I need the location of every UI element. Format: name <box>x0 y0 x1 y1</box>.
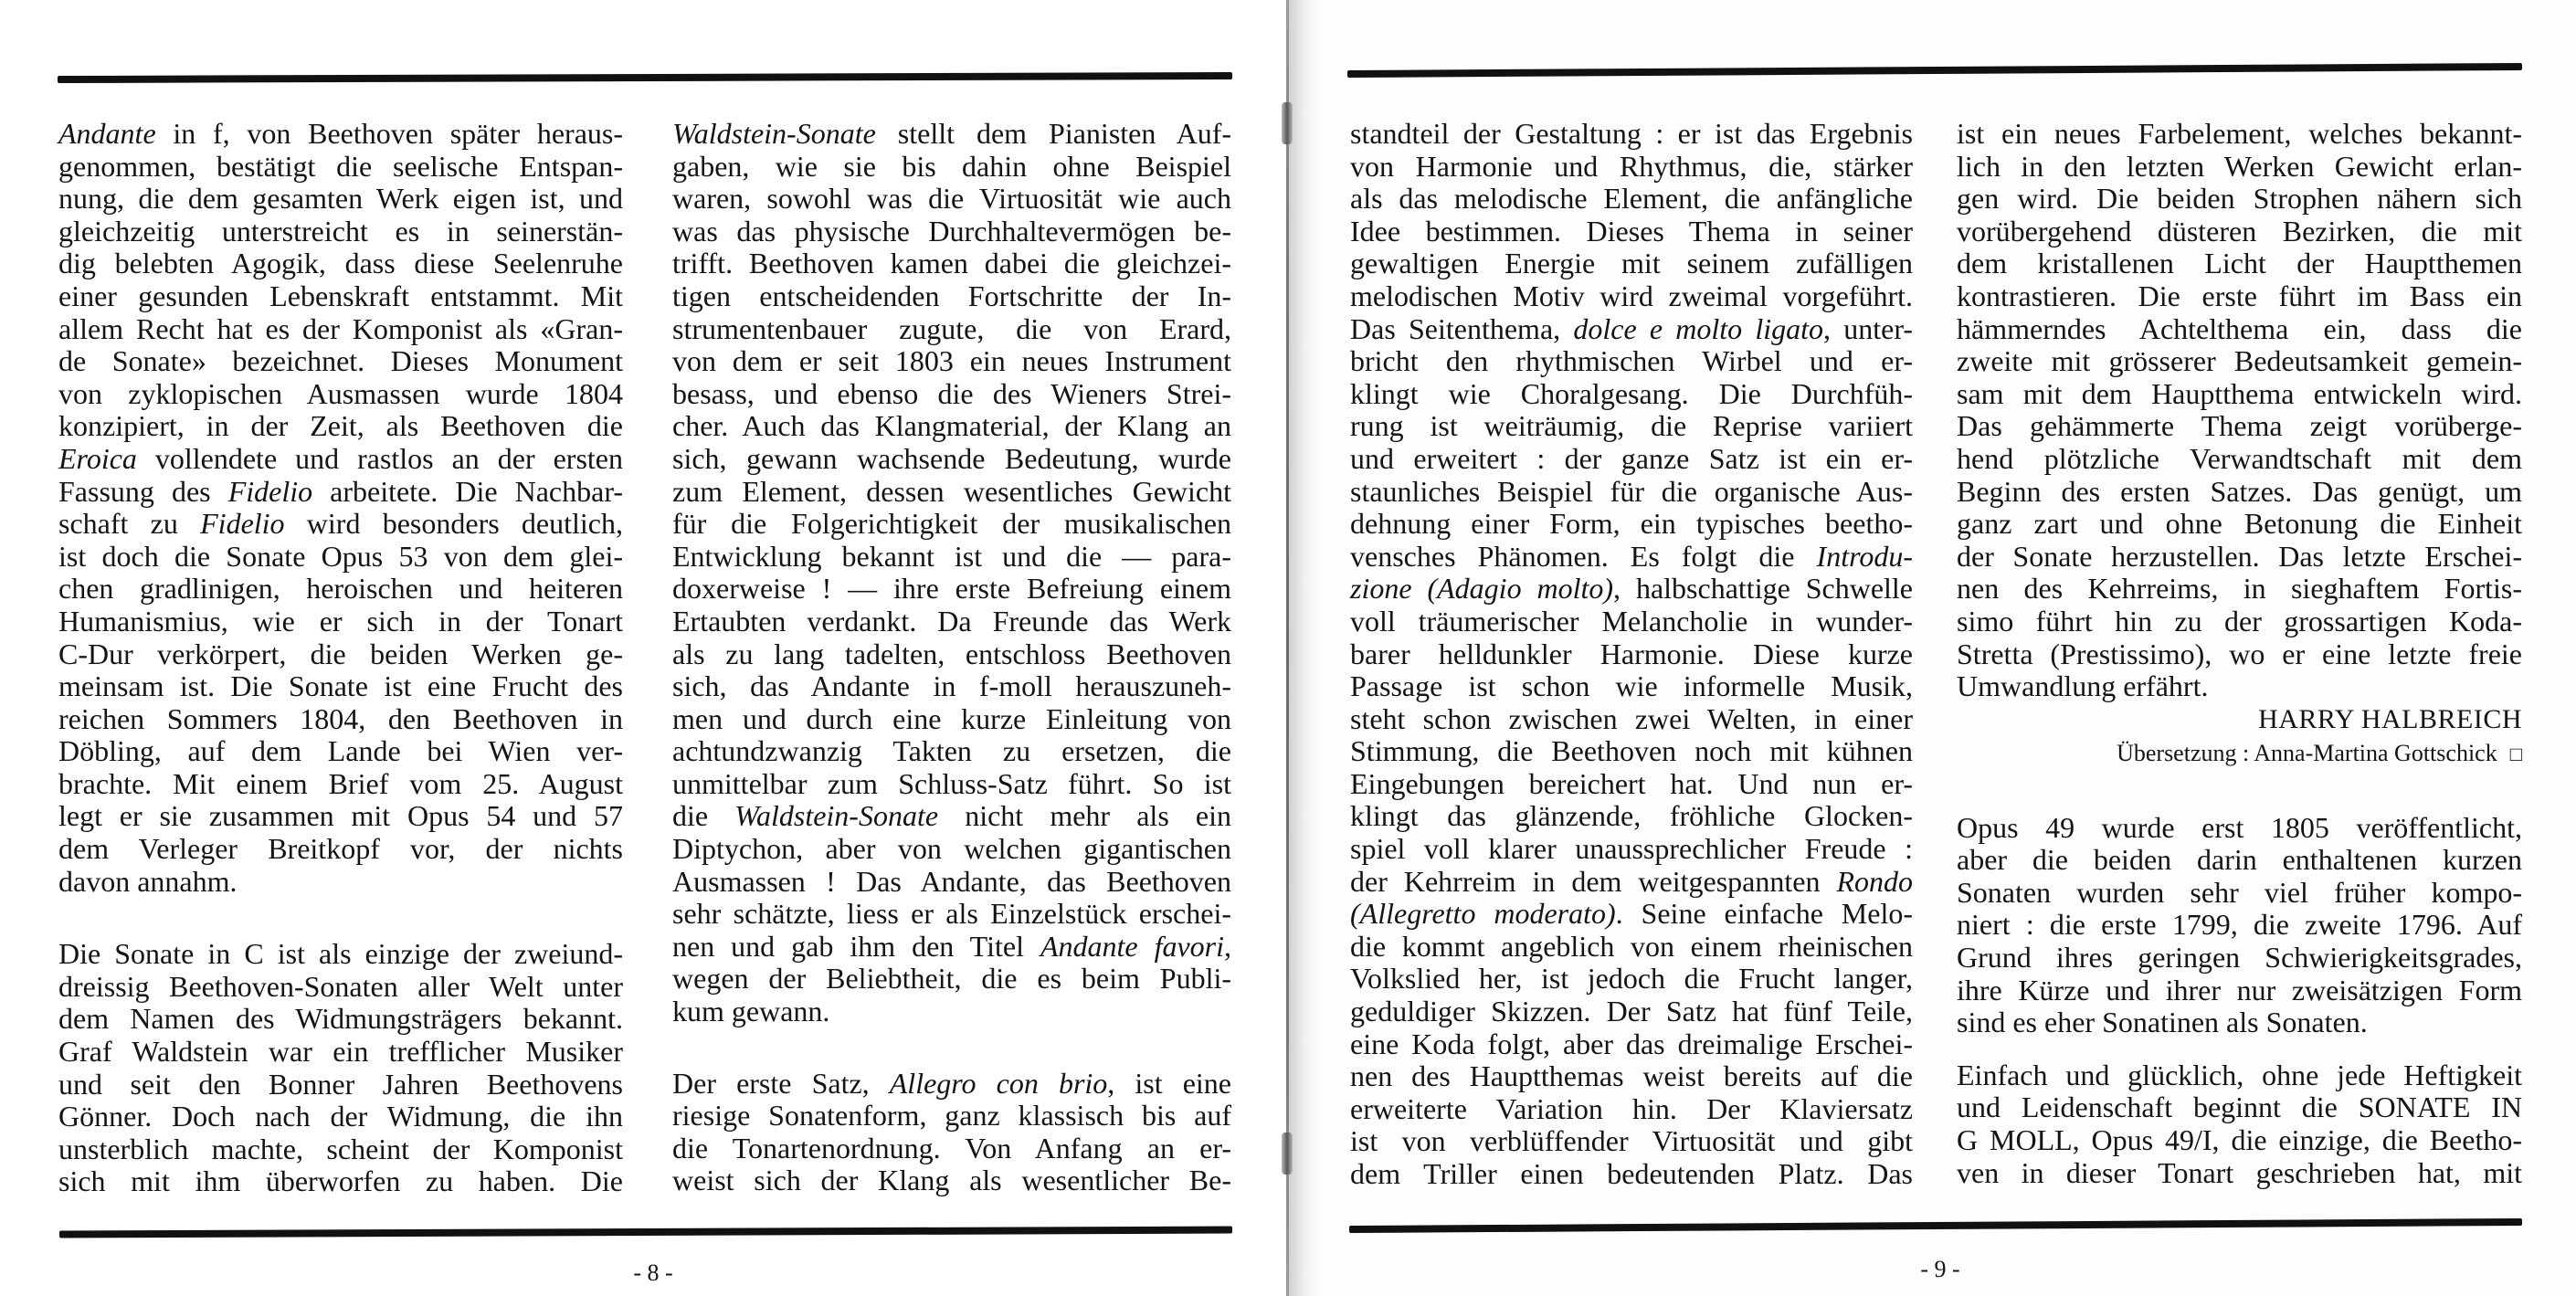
text-run: Beginn des ersten Satzes. Das genügt, um <box>1957 474 2522 508</box>
page-8-column-2 <box>672 118 1231 1197</box>
text-run: bricht den rhythmischen Wirbel und er- <box>1350 344 1913 378</box>
text-line <box>672 248 1231 280</box>
text-run: dem Verleger Breitkopf vor, der nichts <box>58 832 623 866</box>
text-line <box>58 1069 623 1101</box>
text-line <box>1350 216 1913 248</box>
text-line <box>58 866 623 899</box>
italic-term: Introdu- <box>1816 539 1913 573</box>
text-line <box>58 410 623 443</box>
text-line <box>1350 345 1913 378</box>
text-line <box>1350 508 1913 541</box>
text-line <box>1350 963 1913 996</box>
text-run: standteil der Gestaltung : er ist das Ergebnis <box>1350 117 1913 150</box>
text-line <box>58 183 623 216</box>
text-line <box>1350 800 1913 833</box>
text-line <box>1957 1157 2522 1190</box>
text-line <box>58 670 623 703</box>
text-line <box>1350 898 1913 931</box>
text-run: ist ein neues Farbelement, welches bekannt- <box>1957 117 2522 150</box>
text-line <box>1957 280 2522 313</box>
italic-term: Andante favori <box>1040 929 1225 963</box>
text-run: die Tonartenordnung. Von Anfang an er- <box>672 1131 1231 1164</box>
italic-term: Andante <box>58 117 156 150</box>
page-9-column-1 <box>1350 118 1913 1191</box>
text-run: zweite mit grösserer Bedeutsamkeit gemein- <box>1957 344 2522 378</box>
text-run: legt er sie zusammen mit Opus 54 und 57 <box>58 799 623 833</box>
text-line <box>1957 248 2522 280</box>
text-run: barer helldunkler Harmonie. Diese kurze <box>1350 637 1913 670</box>
text-line <box>672 1068 1231 1101</box>
text-run: lich in den letzten Werken Gewicht erlan- <box>1957 149 2522 183</box>
italic-term: Waldstein-Sonate <box>672 117 876 150</box>
text-line <box>672 703 1231 736</box>
text-run: Gönner. Doch nach der Widmung, die ihn <box>58 1100 623 1133</box>
text-line <box>1957 1006 2522 1039</box>
text-line <box>672 931 1231 964</box>
text-run: kum gewann. <box>672 995 830 1028</box>
text-run: , ist eine <box>1107 1066 1231 1100</box>
translator-text: Übersetzung : Anna-Martina Gottschick <box>2117 739 2497 766</box>
text-run: G MOLL, Opus 49/I, die einzige, die Beetho- <box>1957 1123 2522 1157</box>
text-run: wird besonders deutlich, <box>284 507 624 541</box>
text-line <box>1350 931 1913 964</box>
text-line <box>1957 877 2522 910</box>
italic-term: Fidelio <box>227 474 313 508</box>
text-run: und erweitert : der ganze Satz ist ein er- <box>1350 441 1913 475</box>
text-run: gen wird. Die beiden Strophen nähern sich <box>1957 182 2522 216</box>
text-line <box>1350 670 1913 703</box>
italic-term: Eroica <box>58 441 137 475</box>
text-run: Grund ihres geringen Schwierigkeitsgrades, <box>1957 941 2522 975</box>
text-line <box>58 345 623 378</box>
text-line <box>1957 1124 2522 1157</box>
text-line <box>58 118 623 151</box>
text-line <box>58 1133 623 1166</box>
text-line <box>672 996 1231 1028</box>
text-run: davon annahm. <box>58 864 238 898</box>
text-line <box>672 410 1231 443</box>
text-run: staunliches Beispiel für die organische Aus- <box>1350 474 1913 508</box>
staple-top <box>1282 102 1293 144</box>
text-run: riesige Sonatenform, ganz klassisch bis auf <box>672 1099 1231 1133</box>
italic-term: zione (Adagio molto) <box>1350 572 1614 606</box>
text-line <box>672 963 1231 996</box>
staple-bottom <box>1282 1133 1293 1175</box>
text-run: sehr schätzte, liess er als Einzelstück erschei- <box>672 897 1231 931</box>
text-run: erweiterte Variation hin. Der Klaviersatz <box>1350 1091 1913 1125</box>
text-run: weist sich der Klang als wesentlicher Be- <box>672 1164 1231 1197</box>
paragraph <box>672 1068 1231 1197</box>
text-line <box>58 508 623 541</box>
text-line <box>1957 410 2522 443</box>
text-run: sam mit dem Hauptthema entwickeln wird. <box>1957 376 2522 410</box>
text-run: gleichzeitig unterstreicht es in seinerstän- <box>58 214 623 248</box>
paragraph <box>1957 118 2522 703</box>
italic-term: Rondo <box>1836 864 1913 898</box>
paragraph <box>1350 118 1913 1191</box>
text-run: wegen der Beliebtheit, die es beim Publi- <box>672 962 1231 996</box>
text-line <box>58 378 623 411</box>
text-run: trifft. Beethoven kamen dabei die gleichzei- <box>672 247 1231 280</box>
text-line <box>1350 703 1913 736</box>
text-run: Umwandlung erfährt. <box>1957 669 2209 703</box>
italic-term: Waldstein-Sonate <box>734 799 939 833</box>
text-run: klingt das glänzende, fröhliche Glocken- <box>1350 799 1913 833</box>
text-run: einer gesunden Lebenskraft entstammt. Mit <box>58 279 623 312</box>
text-line <box>672 833 1231 866</box>
italic-term: Fidelio <box>200 507 285 541</box>
text-line <box>1957 476 2522 509</box>
text-run: Stretta (Prestissimo), wo er eine letzte freie <box>1957 637 2522 670</box>
text-run: Volkslied her, ist jedoch die Frucht langer, <box>1350 962 1913 996</box>
text-run: genommen, bestätigt die seelische Entspan- <box>58 149 623 183</box>
text-run: dreissig Beethoven-Sonaten aller Welt unter <box>58 969 623 1003</box>
text-run: Das gehämmerte Thema zeigt vorüberge- <box>1957 409 2522 443</box>
text-line <box>1957 508 2522 541</box>
text-run: aber die beiden darin enthaltenen kurzen <box>1957 843 2522 877</box>
text-run: Fassung des <box>58 474 228 508</box>
text-line <box>1957 1059 2522 1092</box>
text-line <box>1957 812 2522 845</box>
text-run: und Leidenschaft beginnt die SONATE IN <box>1957 1091 2522 1124</box>
text-line <box>1350 541 1913 574</box>
author-signature: HARRY HALBREICH <box>2258 703 2522 734</box>
translator-credit <box>1957 736 2522 770</box>
text-run: reichen Sommers 1804, den Beethoven in <box>58 701 623 735</box>
text-run: Idee bestimmen. Dieses Thema in seiner <box>1350 214 1913 248</box>
text-line <box>1350 606 1913 638</box>
text-line <box>58 573 623 606</box>
paragraph <box>672 118 1231 1028</box>
text-line <box>1957 378 2522 411</box>
text-run: als zu lang tadelten, entschloss Beethoven <box>672 637 1231 670</box>
text-line <box>58 735 623 768</box>
text-line <box>1350 638 1913 671</box>
text-run: Die Sonate in C ist als einzige der zweiund- <box>58 937 623 971</box>
text-run: dem kristallenen Licht der Hauptthemen <box>1957 247 2522 280</box>
text-line <box>1350 183 1913 216</box>
end-of-article-square-icon: □ <box>2509 742 2522 765</box>
text-run: unsterblich machte, scheint der Komponist <box>58 1132 623 1165</box>
text-run: voll träumerischer Melancholie in wunder- <box>1350 604 1913 637</box>
text-line <box>1957 118 2522 151</box>
text-run: ihre Kürze und ihrer nur zweisätzigen Form <box>1957 973 2522 1006</box>
text-run: klingt wie Choralgesang. Die Durchfüh- <box>1350 376 1913 410</box>
text-run: simo führt hin zu der grossartigen Koda- <box>1957 604 2522 637</box>
text-line <box>1957 443 2522 476</box>
text-run: Ertaubten verdankt. Da Freunde das Werk <box>672 604 1231 637</box>
text-run: ven in dieser Tonart geschrieben hat, mit <box>1957 1155 2522 1189</box>
text-line <box>58 443 623 476</box>
text-line <box>1957 606 2522 638</box>
text-run: zum Element, dessen wesentliches Gewicht <box>672 474 1231 508</box>
text-run: , unter- <box>1823 311 1914 345</box>
text-line <box>672 1100 1231 1133</box>
text-line <box>58 313 623 346</box>
text-line <box>672 866 1231 899</box>
text-run: von Harmonie und Rhythmus, die, stärker <box>1350 149 1913 183</box>
text-line <box>1350 1125 1913 1158</box>
text-run: arbeitete. Die Nachbar- <box>312 474 624 508</box>
text-line <box>672 476 1231 509</box>
text-line <box>672 443 1231 476</box>
text-line <box>1350 118 1913 151</box>
text-run: hämmerndes Achtelthema ein, dass die <box>1957 311 2522 345</box>
text-line <box>1957 670 2522 703</box>
text-line <box>1350 1060 1913 1093</box>
text-run: die <box>672 799 735 833</box>
text-line <box>1957 942 2522 975</box>
text-line <box>1957 216 2522 248</box>
text-run: meinsam ist. Die Sonate ist eine Frucht des <box>58 669 623 703</box>
text-run: der Sonate herzustellen. Das letzte Erschei- <box>1957 539 2522 573</box>
text-run: ganz zart und ohne Betonung die Einheit <box>1957 507 2522 541</box>
text-line <box>1350 151 1913 184</box>
text-run: dem Namen des Widmungsträgers bekannt. <box>58 1002 623 1036</box>
text-run: Das Seitenthema, <box>1350 311 1574 345</box>
text-run: von zyklopischen Ausmassen wurde 1804 <box>58 376 623 410</box>
text-run: sind es eher Sonatinen als Sonaten. <box>1957 1006 2368 1039</box>
text-run: Döbling, auf dem Lande bei Wien ver- <box>58 734 623 768</box>
text-run: Sonaten wurden sehr viel früher kompo- <box>1957 875 2522 909</box>
text-run: niert : die erste 1799, die zweite 1796. Auf <box>1957 908 2522 942</box>
text-line <box>58 1036 623 1069</box>
page-9-column-2 <box>1957 118 2522 1189</box>
text-line <box>1350 1093 1913 1126</box>
text-line <box>58 151 623 184</box>
text-run: Passage ist schon wie informelle Musik, <box>1350 669 1913 703</box>
text-run: sich, gewann wachsende Bedeutung, wurde <box>672 441 1231 475</box>
text-line <box>672 1133 1231 1165</box>
italic-term: (Allegretto moderato) <box>1350 897 1616 931</box>
italic-term: Allegro con brio <box>889 1066 1108 1100</box>
text-run: Einfach und glücklich, ohne jede Heftigkeit <box>1957 1058 2522 1091</box>
text-line <box>672 606 1231 638</box>
text-line <box>672 735 1231 768</box>
text-run: vollendete und rastlos an der ersten <box>136 441 623 475</box>
text-line <box>58 638 623 671</box>
paragraph <box>1957 1059 2522 1189</box>
text-line <box>672 768 1231 801</box>
text-run: Graf Waldstein war ein trefflicher Musiker <box>58 1035 623 1069</box>
text-run: gaben, wie sie bis dahin ohne Beispiel <box>672 149 1231 183</box>
text-run: strumentenbauer zugute, die von Erard, <box>672 311 1231 345</box>
text-run: brachte. Mit einem Brief vom 25. August <box>58 766 623 800</box>
page-number-9: - 9 - <box>1920 1256 1960 1282</box>
text-run: nen des Kehrreims, in sieghaftem Fortis- <box>1957 572 2522 606</box>
text-line <box>672 573 1231 606</box>
text-run: allem Recht hat es der Komponist als «Gran- <box>58 311 623 345</box>
text-line <box>58 971 623 1004</box>
text-line <box>1350 313 1913 346</box>
italic-term: dolce e molto ligato <box>1573 311 1824 345</box>
text-run: Stimmung, die Beethoven noch mit kühnen <box>1350 734 1913 768</box>
text-line <box>58 1003 623 1036</box>
text-line <box>672 378 1231 411</box>
paragraph <box>1957 812 2522 1039</box>
text-run: melodischen Motiv wird zweimal vorgeführt. <box>1350 279 1913 312</box>
text-line <box>1350 476 1913 509</box>
text-line <box>672 1164 1231 1197</box>
paragraph <box>58 118 623 898</box>
text-run: chen gradlinigen, heroischen und heiteren <box>58 572 623 606</box>
text-run: steht schon zwischen zwei Welten, in einer <box>1350 701 1913 735</box>
text-run: nen und gab ihm den Titel <box>672 929 1040 963</box>
text-run: waren, sowohl was die Virtuosität wie auch <box>672 182 1231 216</box>
text-run: achtundzwanzig Takten zu ersetzen, die <box>672 734 1231 768</box>
text-line <box>1957 1091 2522 1124</box>
text-run: , halbschattige Schwelle <box>1613 572 1913 606</box>
text-line <box>58 1165 623 1198</box>
text-line <box>672 670 1231 703</box>
text-run: vorübergehend düsteren Bezirken, die mit <box>1957 214 2522 248</box>
text-line <box>672 541 1231 574</box>
text-run: cher. Auch das Klangmaterial, der Klang an <box>672 409 1231 443</box>
text-run: ist von verblüffender Virtuosität und gibt <box>1350 1124 1913 1158</box>
text-line <box>1350 735 1913 768</box>
text-run: der Kehrreim in dem weitgespannten <box>1350 864 1837 898</box>
text-line <box>1350 768 1913 801</box>
text-run: men und durch eine kurze Einleitung von <box>672 701 1231 735</box>
paragraph <box>58 938 623 1198</box>
text-line <box>1957 573 2522 606</box>
text-run: . Seine einfache Melo- <box>1615 897 1914 931</box>
text-line <box>672 151 1231 184</box>
text-line <box>1957 345 2522 378</box>
text-run: gewaltigen Energie mit seinem zufälligen <box>1350 247 1913 280</box>
text-run: hend plötzliche Verwandtschaft mit dem <box>1957 441 2522 475</box>
text-run: konzipiert, in der Zeit, als Beethoven die <box>58 409 623 443</box>
text-line <box>1957 313 2522 346</box>
page-8-column-1 <box>58 118 623 1198</box>
text-line <box>1957 541 2522 574</box>
text-line <box>1350 573 1913 606</box>
text-line <box>672 313 1231 346</box>
text-run: sich, das Andante in f-moll herauszuneh- <box>672 669 1231 703</box>
text-run: tigen entscheidenden Fortschritte der In- <box>672 279 1231 312</box>
text-line <box>1350 996 1913 1028</box>
text-run: und seit den Bonner Jahren Beethovens <box>58 1067 623 1101</box>
text-run: sich mit ihm überworfen zu haben. Die <box>58 1164 623 1198</box>
text-run: de Sonate» bezeichnet. Dieses Monument <box>58 344 623 378</box>
text-line <box>672 638 1231 671</box>
text-line <box>58 768 623 801</box>
text-run: ist doch die Sonate Opus 53 von dem glei- <box>58 539 623 573</box>
text-run: Diptychon, aber von welchen gigantischen <box>672 832 1231 866</box>
page-number-8: - 8 - <box>633 1259 673 1286</box>
text-line <box>1350 1028 1913 1061</box>
text-run: Humanismius, wie er sich in der Tonart <box>58 604 623 637</box>
text-line <box>58 703 623 736</box>
text-run: nen des Hauptthemas weist bereits auf die <box>1350 1059 1913 1093</box>
text-run: eine Koda folgt, aber das dreimalige Erschei- <box>1350 1027 1913 1060</box>
text-run: rung ist weiträumig, die Reprise variiert <box>1350 409 1913 443</box>
text-run: dehnung einer Form, ein typisches beetho- <box>1350 507 1913 541</box>
text-line <box>672 508 1231 541</box>
text-run: kontrastieren. Die erste führt im Bass ein <box>1957 279 2522 312</box>
text-run: unmittelbar zum Schluss-Satz führt. So ist <box>672 766 1231 800</box>
text-run: besass, und ebenso die des Wieners Strei- <box>672 376 1231 410</box>
text-line <box>58 476 623 509</box>
text-run: Der erste Satz, <box>672 1066 890 1100</box>
text-line <box>672 216 1231 248</box>
text-line <box>1350 833 1913 866</box>
text-run: dig belebten Agogik, dass diese Seelenruhe <box>58 247 623 280</box>
text-line <box>672 118 1231 151</box>
text-run: doxerweise ! — ihre erste Befreiung einem <box>672 572 1231 606</box>
text-run: Opus 49 wurde erst 1805 veröffentlicht, <box>1957 810 2522 844</box>
text-line <box>58 833 623 866</box>
text-run: Entwicklung bekannt ist und die — para- <box>672 539 1231 573</box>
text-line <box>1350 443 1913 476</box>
text-line <box>1957 975 2522 1007</box>
text-line <box>1350 1158 1913 1191</box>
text-line <box>1957 638 2522 671</box>
text-run: Ausmassen ! Das Andante, das Beethoven <box>672 864 1231 898</box>
text-run: Eingebungen bereichert hat. Und nun er- <box>1350 766 1913 800</box>
text-line <box>1957 183 2522 216</box>
text-run: in f, von Beethoven später heraus- <box>155 117 623 150</box>
text-line <box>58 606 623 638</box>
text-run: C-Dur verkörpert, die beiden Werken ge- <box>58 637 623 670</box>
text-line <box>1350 866 1913 899</box>
gutter-shadow <box>1289 0 1324 1296</box>
text-line <box>58 280 623 313</box>
text-line <box>58 1101 623 1133</box>
text-run: geduldiger Skizzen. Der Satz hat fünf Teile, <box>1350 995 1913 1028</box>
text-line <box>1957 909 2522 942</box>
text-run: als das melodische Element, die anfängliche <box>1350 182 1913 216</box>
text-line <box>1350 280 1913 313</box>
text-line <box>1350 378 1913 411</box>
text-line <box>1957 844 2522 877</box>
text-line <box>672 800 1231 833</box>
text-line <box>58 216 623 248</box>
text-run: dem Triller einen bedeutenden Platz. Das <box>1350 1157 1913 1190</box>
text-run: vensches Phänomen. Es folgt die <box>1350 539 1817 573</box>
text-line <box>1350 248 1913 280</box>
text-line <box>672 183 1231 216</box>
text-line <box>58 248 623 280</box>
text-run: stellt dem Pianisten Auf- <box>875 117 1231 150</box>
text-run: was das physische Durchhaltevermögen be- <box>672 214 1231 248</box>
text-run: spiel voll klarer unaussprechlicher Freude : <box>1350 832 1913 866</box>
text-line <box>58 541 623 574</box>
text-line <box>672 345 1231 378</box>
text-run: , <box>1224 929 1232 963</box>
text-run: für die Folgerichtigkeit der musikalischen <box>672 507 1231 541</box>
text-line <box>58 800 623 833</box>
text-run: nicht mehr als ein <box>938 799 1232 833</box>
text-run: von dem er seit 1803 ein neues Instrument <box>672 344 1231 378</box>
text-line <box>672 280 1231 313</box>
spine-fold <box>1286 0 1289 1296</box>
text-run: nung, die dem gesamten Werk eigen ist, und <box>58 182 623 216</box>
text-run: die kommt angeblich von einem rheinischen <box>1350 929 1913 963</box>
text-line <box>672 898 1231 931</box>
text-line <box>1957 151 2522 184</box>
text-line <box>1350 410 1913 443</box>
text-run: schaft zu <box>58 507 201 541</box>
text-line <box>58 938 623 971</box>
